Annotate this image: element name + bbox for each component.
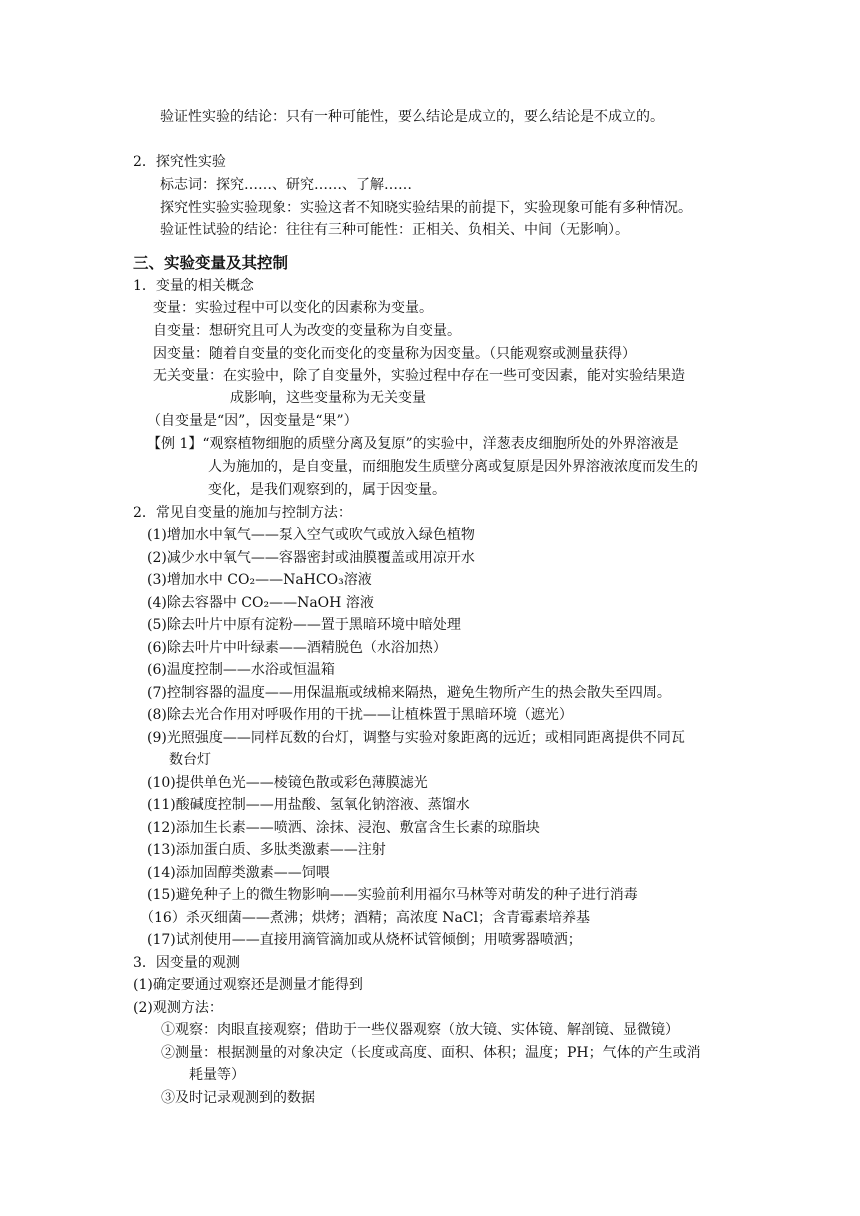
example-line: 人为施加的，是自变量，而细胞发生质壁分离或复原是因外界溶液浓度而发生的 (208, 459, 698, 475)
text-line: 因变量：随着自变量的变化而变化的变量称为因变量。（只能观察或测量获得） (153, 346, 636, 362)
list-item: （16）杀灭细菌——煮沸；烘烤；酒精；高浓度 NaCl；含青霉素培养基 (140, 910, 591, 926)
list-item: (1)增加水中氧气——泵入空气或吹气或放入绿色植物 (147, 527, 475, 543)
list-item: (15)避免种子上的微生物影响——实验前利用福尔马林等对萌发的种子进行消毒 (147, 887, 638, 903)
list-item: (11)酸碱度控制——用盐酸、氢氧化钠溶液、蒸馏水 (147, 797, 470, 813)
list-item: (8)除去光合作用对呼吸作用的干扰——让植株置于黑暗环境（遮光） (147, 707, 573, 723)
list-item: (9)光照强度——同样瓦数的台灯，调整与实验对象距离的远近；或相同距离提供不同瓦 (147, 730, 685, 746)
text-line: ①观察：肉眼直接观察；借助于一些仪器观察（放大镜、实体镜、解剖镜、显微镜） (161, 1022, 679, 1038)
chapter-heading: 三、实验变量及其控制 (133, 254, 289, 272)
text-line: ②测量：根据测量的对象决定（长度或高度、面积、体积；温度；PH；气体的产生或消 (161, 1045, 701, 1061)
list-item: (2)减少水中氧气——容器密封或油膜覆盖或用凉开水 (147, 550, 475, 566)
text-line: 验证性实验的结论：只有一种可能性，要么结论是成立的，要么结论是不成立的。 (160, 109, 664, 125)
section-heading: 1．变量的相关概念 (133, 278, 254, 294)
example-line: 变化，是我们观察到的，属于因变量。 (208, 482, 446, 498)
text-line: 耗量等） (189, 1067, 245, 1083)
list-item: 数台灯 (169, 752, 211, 768)
list-item: (6)温度控制——水浴或恒温箱 (147, 662, 335, 678)
list-item: (6)除去叶片中叶绿素——酒精脱色（水浴加热） (147, 640, 447, 656)
text-line: 自变量：想研究且可人为改变的变量称为自变量。 (153, 323, 461, 339)
list-item: (5)除去叶片中原有淀粉——置于黑暗环境中暗处理 (147, 617, 461, 633)
list-item: (4)除去容器中 CO₂——NaOH 溶液 (147, 595, 374, 611)
list-item: (7)控制容器的温度——用保温瓶或绒棉来隔热，避免生物所产生的热会散失至四周。 (147, 685, 671, 701)
text-line: 验证性试验的结论：往往有三种可能性：正相关、负相关、中间（无影响）。 (160, 222, 629, 238)
list-item: (17)试剂使用——直接用滴管滴加或从烧杯试管倾倒；用喷雾器喷洒； (147, 932, 582, 948)
text-line: (2)观测方法： (133, 1000, 223, 1016)
list-item: (14)添加固醇类激素——饲喂 (147, 865, 330, 881)
text-line: 无关变量：在实验中，除了自变量外，实验过程中存在一些可变因素，能对实验结果造 (153, 368, 685, 384)
text-line: 成影响，这些变量称为无关变量 (230, 390, 426, 406)
list-item: (13)添加蛋白质、多肽类激素——注射 (147, 842, 386, 858)
section-heading: 3．因变量的观测 (133, 955, 240, 971)
list-item: (3)增加水中 CO₂——NaHCO₃溶液 (147, 572, 372, 588)
text-line: （自变量是“因”，因变量是“果”） (147, 413, 358, 429)
text-line: (1)确定要通过观察还是测量才能得到 (133, 977, 363, 993)
text-line: 变量：实验过程中可以变化的因素称为变量。 (153, 300, 433, 316)
example-line: 【例 1】“观察植物细胞的质壁分离及复原”的实验中，洋葱表皮细胞所处的外界溶液是 (147, 436, 679, 452)
list-item: (12)添加生长素——喷洒、涂抹、浸泡、敷富含生长素的琼脂块 (147, 820, 540, 836)
list-item: (10)提供单色光——棱镜色散或彩色薄膜滤光 (147, 775, 428, 791)
section-heading: 2．探究性实验 (133, 154, 226, 170)
text-line: 标志词：探究……、研究……、了解…… (160, 177, 412, 193)
text-line: ③及时记录观测到的数据 (161, 1090, 315, 1106)
text-line: 探究性实验实验现象：实验这者不知晓实验结果的前提下，实验现象可能有多种情况。 (160, 200, 692, 216)
section-heading: 2．常见自变量的施加与控制方法： (133, 505, 352, 521)
